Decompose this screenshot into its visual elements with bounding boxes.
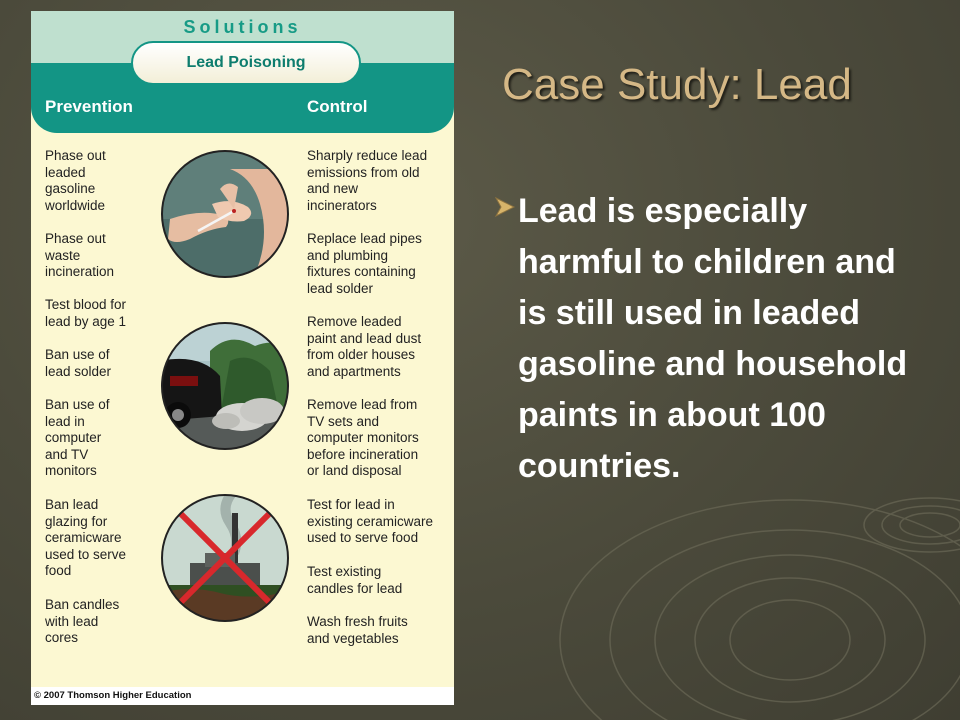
figure-heading: Solutions <box>183 17 302 37</box>
prevention-item: Ban use of lead solder <box>45 347 112 379</box>
prevention-item: Phase out leaded gasoline worldwide <box>45 148 106 213</box>
prevention-item: Test blood for lead by age 1 <box>45 297 127 329</box>
control-item: Test for lead in existing ceramicware used to serve food <box>307 497 434 546</box>
prevention-item: Ban use of lead in computer and TV monitors <box>45 397 110 479</box>
control-item: Test existing candles for lead <box>307 564 403 596</box>
lead-solutions-figure <box>31 11 454 705</box>
prevention-heading: Prevention <box>45 97 133 116</box>
crossed-out-incinerator-photo <box>160 493 290 623</box>
control-item: Sharply reduce lead emissions from old and new incinerators <box>307 148 428 213</box>
car-exhaust-photo <box>160 321 290 451</box>
figure-topic-pill <box>131 41 361 85</box>
control-item: Replace lead pipes and plumbing fixtures containing lead solder <box>307 231 422 296</box>
slide-title: Case Study: Lead <box>502 60 852 109</box>
control-item: Remove lead from TV sets and computer monitors before incineration or land disposal <box>307 397 419 479</box>
prevention-item: Ban lead glazing for ceramicware used to serve food <box>45 497 127 579</box>
prevention-item: Ban candles with lead cores <box>45 597 120 646</box>
control-heading: Control <box>307 97 368 116</box>
figure-topic: Lead Poisoning <box>186 54 306 71</box>
bullet-text: Lead is especially harmful to children and is still used in leaded gasoline and household paints in about 100 countries. <box>518 192 908 485</box>
control-item: Wash fresh fruits and vegetables <box>307 614 408 646</box>
arrow-bullet-icon <box>494 196 516 218</box>
control-item: Remove leaded paint and lead dust from older houses and apartments <box>307 314 422 379</box>
prevention-item: Phase out waste incineration <box>45 231 115 280</box>
blood-test-photo <box>160 149 290 279</box>
copyright-notice: © 2007 Thomson Higher Education <box>31 687 454 705</box>
